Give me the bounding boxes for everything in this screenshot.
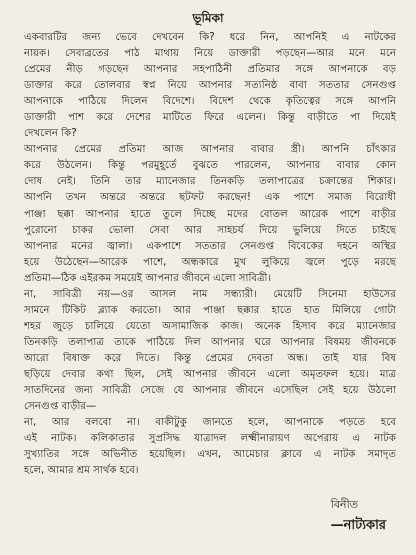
- text-line: না, আর বলবো না। বাকীটুকু জানতে হলে, আপনাকে পড়তে হবে: [24, 417, 396, 429]
- text-line: দেখলেন কি?: [24, 128, 77, 140]
- text-line: ডাক্তারী পাশ করে দেশের মাটিতে ফিরে এলেন। কিন্তু বাড়ীতে পা দিয়েই: [24, 112, 396, 124]
- text-line: তিনকড়ি তলাপাত্র তাকে পাঠিয়ে দিল আপনার ঘরে আপনার বিষময় জীবনকে: [24, 336, 396, 348]
- text-line: হলে, আমার শ্রম সার্থক হবে।: [24, 465, 139, 477]
- text-line: আপনার মনের জ্বালা। একপাশে সততার সেনগুপ্ত বিবেকের দহনে অস্থির: [24, 240, 396, 252]
- preface-body: [24, 30, 396, 479]
- text-line: সেনগুপ্ত বাড়ীর—: [24, 401, 97, 413]
- text-line: আপনার প্রেমের প্রতিমা আজ আপনার বাবার স্ত্রী। আপনি চাঁৎকার: [24, 144, 396, 156]
- text-line: আপনাকে পাঠিয়ে দিলেন বিদেশে। বিদেশ থেকে কৃতিত্বের সঙ্গে আপনি: [24, 96, 396, 108]
- text-line: হয়ে উঠেছেন—আরেক পাশে, অন্ধকারে মুখ লুকিয়ে জ্বলে পুড়ে মরছে: [24, 256, 396, 268]
- text-line: শহর জুড়ে চালিয়ে যেতো অসামাজিক কাজ। অনেক হিসাব করে ম্যানেজার: [24, 320, 396, 332]
- text-line: আরো বিষাক্ত করে দিতে। কিন্তু প্রেমের দেবতা অন্ধ। তাই যার বিষ: [24, 352, 396, 364]
- text-line: ছড়িয়ে দেবার কথা ছিল, সেই আপনার জীবনে এলো অমৃতফল হয়ে। মাত্র: [24, 368, 396, 380]
- text-line: সামনে টিকিট ব্ল্যাক করতো। আর পাঞ্জা ছক্কার হাতে হাত মিলিয়ে গোটা: [24, 304, 396, 316]
- text-line: এই নাটক। কলিকাতার সুপ্রসিদ্ধ যাত্রাদল লক্ষ্মীনারায়ণ অপেরায় এ নাটক: [24, 433, 396, 445]
- text-line: একবারটির জন্য ভেবে দেখবেন কি? ধরে নিন, আপনিই এ নাটকের: [24, 32, 396, 43]
- signature-author: —নাট্যকার: [330, 518, 386, 533]
- text-line: ডাক্তার করে তোলবার স্বপ্ন নিয়ে আপনার সত্যনিষ্ঠ বাবা সততার সেনগুপ্ত: [24, 80, 396, 92]
- text-line: আপনি তখন অন্তরে অন্তরে ছটফট করছেন! এক পাশে সমাজ বিরোধী: [24, 192, 396, 204]
- text-line: পুরোনো চাকর ভোলা সেবা আর সাহচর্য দিয়ে ভুলিয়ে দিতে চাইছে: [24, 224, 396, 236]
- text-line: দোষ নেই। তিনি তার ম্যানেজার তিনকড়ি তলাপাত্রের চক্রান্তের শিকার।: [24, 176, 396, 188]
- text-line: প্রতিমা—ঠিক এইরকম সময়েই আপনার জীবনে এলো সাবিত্রী।: [24, 272, 272, 284]
- text-line: সাতদিনের জন্য সাবিত্রী সেজে যে আপনার জীবনে এসেছিল সেই হয়ে উঠলো: [24, 385, 396, 397]
- page-title: ভূমিকা: [192, 11, 224, 25]
- text-line: সুখ্যাতির সঙ্গে অভিনীত হয়েছিল। এখন, আমেচার ক্লাবে এ নাটক সমাদৃত: [24, 449, 396, 461]
- text-line: নায়ক। সেবাব্রতের পাঠ মাথায় নিয়ে ডাক্তারী পড়ছেন—আর মনে মনে: [24, 48, 396, 60]
- signature-closing: বিনীত: [330, 498, 358, 511]
- text-line: প্রেমের নীড় গড়ছেন আপনার সহপাঠিনী প্রতিমার সঙ্গে আপনাকে বড়: [24, 64, 396, 76]
- text-line: পাঞ্জা ছক্কা আপনার হাতে তুলে দিচ্ছে মদের বোতল আরেক পাশে বাড়ীর: [24, 208, 396, 220]
- text-line: করে উঠলেন। কিন্তু পরমুহূর্তে বুঝতে পারলেন, আপনার বাবার কোন: [24, 160, 396, 172]
- text-line: না, সাবিত্রী নয়—ওর আসল নাম সন্ধ্যারী। মেয়েটি সিনেমা হাউসের: [24, 288, 396, 300]
